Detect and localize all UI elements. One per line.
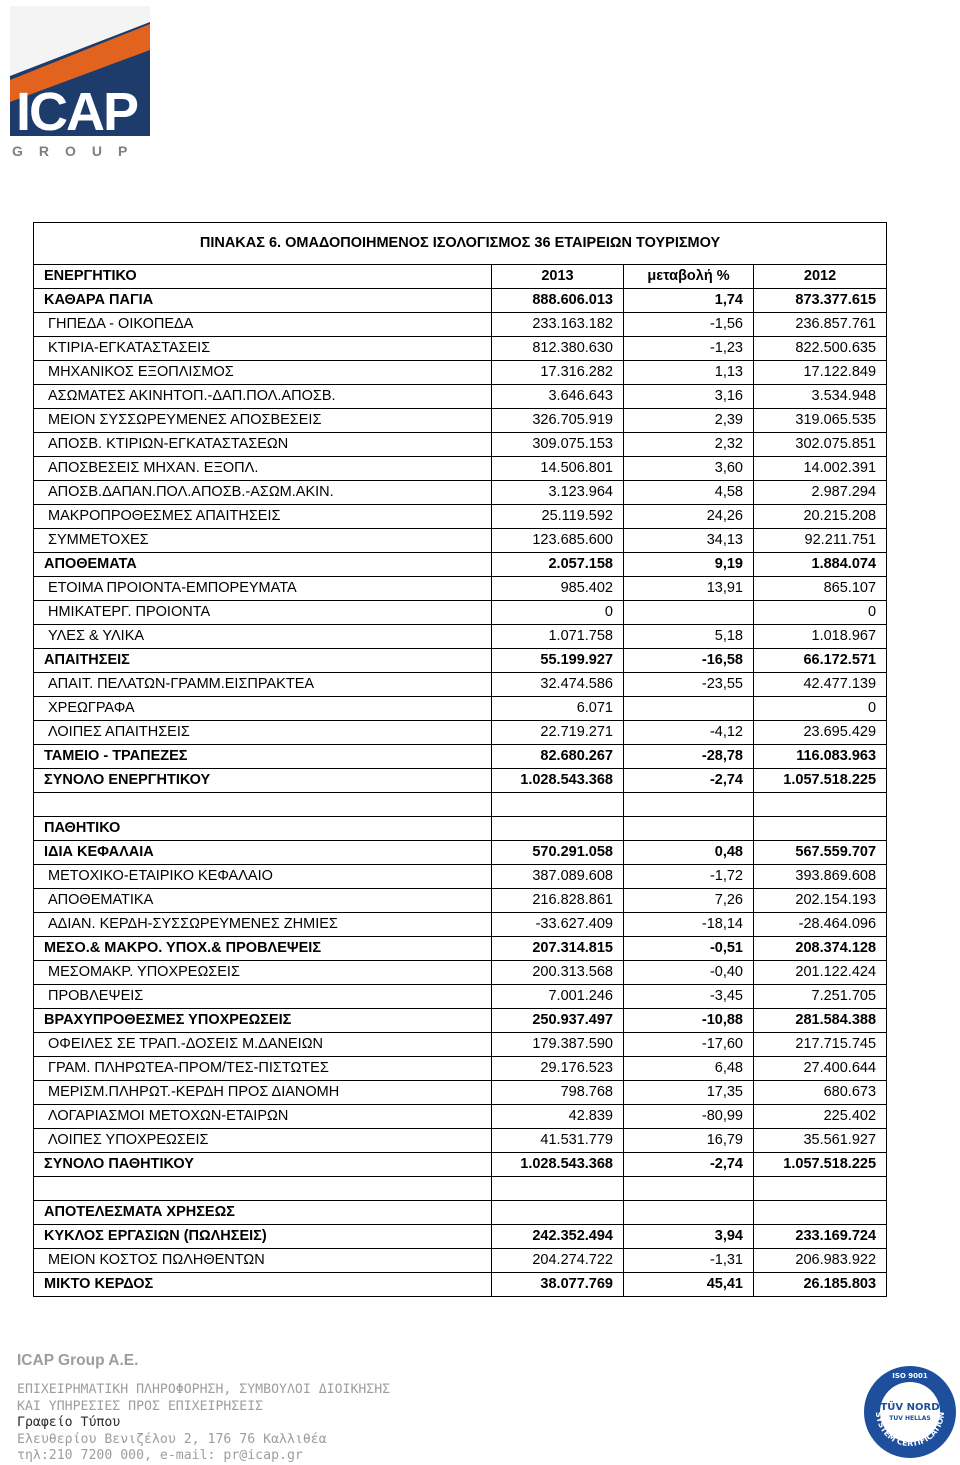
certification-badge	[862, 1364, 958, 1460]
header-2012: 2012	[754, 265, 887, 289]
row-change: 1,74	[624, 289, 754, 313]
table-row	[34, 937, 887, 961]
row-value-2013: 2.057.158	[492, 553, 624, 577]
header-change: μεταβολή %	[624, 265, 754, 289]
row-change: 9,19	[624, 553, 754, 577]
row-change: 45,41	[624, 1273, 754, 1297]
row-label: ΑΠΟΣΒΕΣΕΙΣ ΜΗΧΑΝ. ΕΞΟΠΛ.	[34, 457, 492, 481]
row-value-2012: 233.169.724	[754, 1225, 887, 1249]
blank-cell	[754, 1201, 887, 1225]
table-row	[34, 697, 887, 721]
table-row	[34, 1249, 887, 1273]
table-row	[34, 769, 887, 793]
row-label: ΜΕΣΟΜΑΚΡ. ΥΠΟΧΡΕΩΣΕΙΣ	[34, 961, 492, 985]
section-results	[34, 1201, 887, 1225]
row-value-2012: -28.464.096	[754, 913, 887, 937]
row-change: -1,72	[624, 865, 754, 889]
row-change	[624, 601, 754, 625]
badge-org: TÜV NORD	[880, 1402, 940, 1413]
row-value-2013: 207.314.815	[492, 937, 624, 961]
row-label: ΜΑΚΡΟΠΡΟΘΕΣΜΕΣ ΑΠΑΙΤΗΣΕΙΣ	[34, 505, 492, 529]
row-label: ΑΠΟΘΕΜΑΤΑ	[34, 553, 492, 577]
row-value-2012: 2.987.294	[754, 481, 887, 505]
table-row	[34, 673, 887, 697]
row-value-2012: 1.057.518.225	[754, 769, 887, 793]
blank-cell	[624, 817, 754, 841]
table-row	[34, 625, 887, 649]
blank-cell	[34, 793, 492, 817]
badge-sub: TUV HELLAS	[889, 1415, 931, 1422]
table-row	[34, 553, 887, 577]
table-row	[34, 961, 887, 985]
footer-line-2: ΚΑΙ ΥΠΗΡΕΣΙΕΣ ΠΡΟΣ ΕΠΙΧΕΙΡΗΣΕΙΣ	[17, 1398, 264, 1414]
row-label: ΜΕΙΟΝ ΣΥΣΣΩΡΕΥΜΕΝΕΣ ΑΠΟΣΒΕΣΕΙΣ	[34, 409, 492, 433]
row-change: -17,60	[624, 1033, 754, 1057]
row-label: ΚΑΘΑΡΑ ΠΑΓΙΑ	[34, 289, 492, 313]
row-value-2012: 7.251.705	[754, 985, 887, 1009]
footer-line-5: τηλ:210 7200 000, e-mail: pr@icap.gr	[17, 1448, 303, 1463]
row-label: ΜΕΡΙΣΜ.ΠΛΗΡΩΤ.-ΚΕΡΔΗ ΠΡΟΣ ΔΙΑΝΟΜΗ	[34, 1081, 492, 1105]
table-row	[34, 577, 887, 601]
row-change: -10,88	[624, 1009, 754, 1033]
row-value-2013: 233.163.182	[492, 313, 624, 337]
row-value-2012: 567.559.707	[754, 841, 887, 865]
row-value-2013: 41.531.779	[492, 1129, 624, 1153]
table-row	[34, 913, 887, 937]
row-value-2013: 570.291.058	[492, 841, 624, 865]
table-row	[34, 457, 887, 481]
row-value-2012: 865.107	[754, 577, 887, 601]
row-change: 16,79	[624, 1129, 754, 1153]
table-row	[34, 601, 887, 625]
row-value-2012: 27.400.644	[754, 1057, 887, 1081]
row-value-2013: 22.719.271	[492, 721, 624, 745]
row-change: 4,58	[624, 481, 754, 505]
table-row	[34, 721, 887, 745]
badge-ring-text: SYSTEM CERTIFICATION	[873, 1411, 947, 1448]
row-value-2013: 326.705.919	[492, 409, 624, 433]
row-value-2012: 281.584.388	[754, 1009, 887, 1033]
row-change: -3,45	[624, 985, 754, 1009]
row-change: 34,13	[624, 529, 754, 553]
row-value-2012: 1.884.074	[754, 553, 887, 577]
blank-cell	[492, 793, 624, 817]
footer-line-3: Γραφείο Τύπου	[17, 1415, 121, 1430]
table-row	[34, 649, 887, 673]
row-change: 0,48	[624, 841, 754, 865]
section-liabilities	[34, 817, 887, 841]
table-row	[34, 313, 887, 337]
row-change: -0,40	[624, 961, 754, 985]
row-value-2012: 1.018.967	[754, 625, 887, 649]
table-row	[34, 865, 887, 889]
table-row	[34, 889, 887, 913]
row-change: -23,55	[624, 673, 754, 697]
row-value-2012: 236.857.761	[754, 313, 887, 337]
row-value-2013: 38.077.769	[492, 1273, 624, 1297]
row-value-2012: 116.083.963	[754, 745, 887, 769]
row-change: -1,56	[624, 313, 754, 337]
row-value-2013: 17.316.282	[492, 361, 624, 385]
row-change: 7,26	[624, 889, 754, 913]
row-value-2013: 1.071.758	[492, 625, 624, 649]
row-value-2012: 225.402	[754, 1105, 887, 1129]
blank-cell	[624, 1177, 754, 1201]
table-row	[34, 433, 887, 457]
row-value-2013: 3.646.643	[492, 385, 624, 409]
section-results-label: ΑΠΟΤΕΛΕΣΜΑΤΑ ΧΡΗΣΕΩΣ	[34, 1201, 492, 1225]
row-value-2012: 0	[754, 601, 887, 625]
table-row	[34, 481, 887, 505]
row-label: ΚΥΚΛΟΣ ΕΡΓΑΣΙΩΝ (ΠΩΛΗΣΕΙΣ)	[34, 1225, 492, 1249]
row-value-2012: 201.122.424	[754, 961, 887, 985]
row-value-2012: 393.869.608	[754, 865, 887, 889]
row-label: ΒΡΑΧΥΠΡΟΘΕΣΜΕΣ ΥΠΟΧΡΕΩΣΕΙΣ	[34, 1009, 492, 1033]
row-value-2012: 208.374.128	[754, 937, 887, 961]
blank-cell	[492, 1177, 624, 1201]
row-label: ΣΥΝΟΛΟ ΕΝΕΡΓΗΤΙΚΟΥ	[34, 769, 492, 793]
row-value-2013: 123.685.600	[492, 529, 624, 553]
row-change: -18,14	[624, 913, 754, 937]
header-assets: ΕΝΕΡΓΗΤΙΚΟ	[34, 265, 492, 289]
row-label: ΑΔΙΑΝ. ΚΕΡΔΗ-ΣΥΣΣΩΡΕΥΜΕΝΕΣ ΖΗΜΙΕΣ	[34, 913, 492, 937]
table-row	[34, 1225, 887, 1249]
table-row	[34, 1057, 887, 1081]
blank-cell	[754, 1177, 887, 1201]
row-value-2012: 14.002.391	[754, 457, 887, 481]
row-value-2013: 25.119.592	[492, 505, 624, 529]
row-value-2012: 680.673	[754, 1081, 887, 1105]
row-value-2012: 35.561.927	[754, 1129, 887, 1153]
balance-sheet-table	[33, 222, 886, 1297]
row-value-2012: 92.211.751	[754, 529, 887, 553]
row-value-2013: 14.506.801	[492, 457, 624, 481]
row-value-2012: 17.122.849	[754, 361, 887, 385]
row-value-2013: 179.387.590	[492, 1033, 624, 1057]
row-change: 3,60	[624, 457, 754, 481]
row-value-2013: 798.768	[492, 1081, 624, 1105]
row-change: 13,91	[624, 577, 754, 601]
row-value-2013: 3.123.964	[492, 481, 624, 505]
row-value-2013: 55.199.927	[492, 649, 624, 673]
row-change: -1,23	[624, 337, 754, 361]
row-change: 3,94	[624, 1225, 754, 1249]
row-change: -16,58	[624, 649, 754, 673]
row-change: 2,32	[624, 433, 754, 457]
row-change: 17,35	[624, 1081, 754, 1105]
table-row	[34, 361, 887, 385]
blank-cell	[754, 817, 887, 841]
row-value-2013: 1.028.543.368	[492, 1153, 624, 1177]
blank-cell	[624, 1201, 754, 1225]
icap-logo-mark	[10, 6, 150, 136]
footer-line-1: ΕΠΙΧΕΙΡΗΜΑΤΙΚΗ ΠΛΗΡΟΦΟΡΗΣΗ, ΣΥΜΒΟΥΛΟΙ ΔΙΟΙΚΗΣΗΣ	[17, 1382, 391, 1397]
row-value-2013: 216.828.861	[492, 889, 624, 913]
row-label: ΑΠΟΘΕΜΑΤΙΚΑ	[34, 889, 492, 913]
table-row	[34, 409, 887, 433]
table-row	[34, 985, 887, 1009]
row-label: ΠΡΟΒΛΕΨΕΙΣ	[34, 985, 492, 1009]
row-value-2013: 204.274.722	[492, 1249, 624, 1273]
table-row	[34, 1081, 887, 1105]
row-label: ΑΠΑΙΤ. ΠΕΛΑΤΩΝ-ΓΡΑΜΜ.ΕΙΣΠΡΑΚΤΕΑ	[34, 673, 492, 697]
row-change: -28,78	[624, 745, 754, 769]
row-value-2012: 0	[754, 697, 887, 721]
row-value-2013: 6.071	[492, 697, 624, 721]
row-label: ΛΟΓΑΡΙΑΣΜΟΙ ΜΕΤΟΧΩΝ-ΕΤΑΙΡΩΝ	[34, 1105, 492, 1129]
row-value-2012: 3.534.948	[754, 385, 887, 409]
row-label: ΣΥΜΜΕΤΟΧΕΣ	[34, 529, 492, 553]
row-label: ΥΛΕΣ & ΥΛΙΚΑ	[34, 625, 492, 649]
row-value-2012: 202.154.193	[754, 889, 887, 913]
row-value-2013: 7.001.246	[492, 985, 624, 1009]
row-label: ΟΦΕΙΛΕΣ ΣΕ ΤΡΑΠ.-ΔΟΣΕΙΣ Μ.ΔΑΝΕΙΩΝ	[34, 1033, 492, 1057]
row-value-2013: 242.352.494	[492, 1225, 624, 1249]
row-value-2013: 387.089.608	[492, 865, 624, 889]
row-change: 2,39	[624, 409, 754, 433]
row-label: ΑΠΟΣΒ. ΚΤΙΡΙΩΝ-ΕΓΚΑΤΑΣΤΑΣΕΩΝ	[34, 433, 492, 457]
table-title: ΠΙΝΑΚΑΣ 6. ΟΜΑΔΟΠΟΙΗΜΕΝΟΣ ΙΣΟΛΟΓΙΣΜΟΣ 36 ΕΤΑΙΡΕΙΩΝ ΤΟΥΡΙΣΜΟΥ	[34, 223, 887, 265]
header-2013: 2013	[492, 265, 624, 289]
row-change: -2,74	[624, 1153, 754, 1177]
row-label: ΜΗΧΑΝΙΚΟΣ ΕΞΟΠΛΙΣΜΟΣ	[34, 361, 492, 385]
table-row	[34, 289, 887, 313]
row-label: ΜΙΚΤΟ ΚΕΡΔΟΣ	[34, 1273, 492, 1297]
row-value-2013: 29.176.523	[492, 1057, 624, 1081]
row-label: ΙΔΙΑ ΚΕΦΑΛΑΙΑ	[34, 841, 492, 865]
row-label: ΛΟΙΠΕΣ ΑΠΑΙΤΗΣΕΙΣ	[34, 721, 492, 745]
table-row	[34, 1153, 887, 1177]
blank-cell	[754, 793, 887, 817]
table-row	[34, 1273, 887, 1297]
blank-row	[34, 793, 887, 817]
row-value-2013: 250.937.497	[492, 1009, 624, 1033]
row-label: ΓΗΠΕΔΑ - ΟΙΚΟΠΕΔΑ	[34, 313, 492, 337]
row-value-2012: 217.715.745	[754, 1033, 887, 1057]
table-row	[34, 505, 887, 529]
row-value-2013: 309.075.153	[492, 433, 624, 457]
table-row	[34, 841, 887, 865]
row-value-2012: 302.075.851	[754, 433, 887, 457]
row-change	[624, 697, 754, 721]
row-value-2013: -33.627.409	[492, 913, 624, 937]
row-change: -0,51	[624, 937, 754, 961]
row-value-2012: 26.185.803	[754, 1273, 887, 1297]
row-change: 1,13	[624, 361, 754, 385]
row-value-2013: 812.380.630	[492, 337, 624, 361]
row-change: 5,18	[624, 625, 754, 649]
row-label: ΕΤΟΙΜΑ ΠΡΟΙΟΝΤΑ-ΕΜΠΟΡΕΥΜΑΤΑ	[34, 577, 492, 601]
row-change: -2,74	[624, 769, 754, 793]
row-label: ΧΡΕΩΓΡΑΦΑ	[34, 697, 492, 721]
blank-row	[34, 1177, 887, 1201]
badge-iso: ISO 9001	[892, 1372, 928, 1380]
row-value-2013: 42.839	[492, 1105, 624, 1129]
icap-logo	[10, 6, 152, 160]
row-change: -80,99	[624, 1105, 754, 1129]
row-label: ΣΥΝΟΛΟ ΠΑΘΗΤΙΚΟΥ	[34, 1153, 492, 1177]
row-value-2012: 42.477.139	[754, 673, 887, 697]
table-row	[34, 385, 887, 409]
blank-cell	[624, 793, 754, 817]
row-value-2012: 206.983.922	[754, 1249, 887, 1273]
table-row	[34, 1033, 887, 1057]
row-value-2012: 20.215.208	[754, 505, 887, 529]
blank-cell	[34, 1177, 492, 1201]
row-value-2012: 66.172.571	[754, 649, 887, 673]
footer	[17, 1352, 617, 1465]
row-change: -4,12	[624, 721, 754, 745]
row-value-2012: 873.377.615	[754, 289, 887, 313]
row-label: ΛΟΙΠΕΣ ΥΠΟΧΡΕΩΣΕΙΣ	[34, 1129, 492, 1153]
row-label: ΤΑΜΕΙΟ - ΤΡΑΠΕΖΕΣ	[34, 745, 492, 769]
row-change: -1,31	[624, 1249, 754, 1273]
table-row	[34, 529, 887, 553]
row-label: ΑΣΩΜΑΤΕΣ ΑΚΙΝΗΤΟΠ.-ΔΑΠ.ΠΟΛ.ΑΠΟΣΒ.	[34, 385, 492, 409]
table-row	[34, 1105, 887, 1129]
row-label: ΑΠΟΣΒ.ΔΑΠΑΝ.ΠΟΛ.ΑΠΟΣΒ.-ΑΣΩΜ.ΑΚΙΝ.	[34, 481, 492, 505]
row-change: 24,26	[624, 505, 754, 529]
table-row	[34, 1129, 887, 1153]
row-value-2013: 985.402	[492, 577, 624, 601]
row-label: ΜΕΤΟΧΙΚΟ-ΕΤΑΙΡΙΚΟ ΚΕΦΑΛΑΙΟ	[34, 865, 492, 889]
row-value-2013: 32.474.586	[492, 673, 624, 697]
footer-company: ICAP Group A.E.	[17, 1352, 139, 1369]
row-label: ΗΜΙΚΑΤΕΡΓ. ΠΡΟΙΟΝΤΑ	[34, 601, 492, 625]
row-label: ΜΕΙΟΝ ΚΟΣΤΟΣ ΠΩΛΗΘΕΝΤΩΝ	[34, 1249, 492, 1273]
row-value-2012: 23.695.429	[754, 721, 887, 745]
logo-subtitle: GROUP	[12, 143, 144, 159]
blank-cell	[492, 817, 624, 841]
row-value-2012: 319.065.535	[754, 409, 887, 433]
row-value-2012: 1.057.518.225	[754, 1153, 887, 1177]
table-row	[34, 1009, 887, 1033]
row-value-2013: 1.028.543.368	[492, 769, 624, 793]
blank-cell	[492, 1201, 624, 1225]
row-value-2013: 82.680.267	[492, 745, 624, 769]
row-value-2013: 200.313.568	[492, 961, 624, 985]
row-label: ΚΤΙΡΙΑ-ΕΓΚΑΤΑΣΤΑΣΕΙΣ	[34, 337, 492, 361]
row-change: 6,48	[624, 1057, 754, 1081]
table-row	[34, 337, 887, 361]
logo-text: ICAP	[16, 82, 138, 136]
table-row	[34, 745, 887, 769]
row-label: ΓΡΑΜ. ΠΛΗΡΩΤΕΑ-ΠΡΟΜ/ΤΕΣ-ΠΙΣΤΩΤΕΣ	[34, 1057, 492, 1081]
row-value-2013: 0	[492, 601, 624, 625]
footer-line-4: Ελευθερίου Βενιζέλου 2, 176 76 Καλλιθέα	[17, 1431, 327, 1447]
row-label: ΑΠΑΙΤΗΣΕΙΣ	[34, 649, 492, 673]
section-liabilities-label: ΠΑΘΗΤΙΚΟ	[34, 817, 492, 841]
row-label: ΜΕΣΟ.& ΜΑΚΡΟ. ΥΠΟΧ.& ΠΡΟΒΛΕΨΕΙΣ	[34, 937, 492, 961]
row-change: 3,16	[624, 385, 754, 409]
row-value-2012: 822.500.635	[754, 337, 887, 361]
row-value-2013: 888.606.013	[492, 289, 624, 313]
